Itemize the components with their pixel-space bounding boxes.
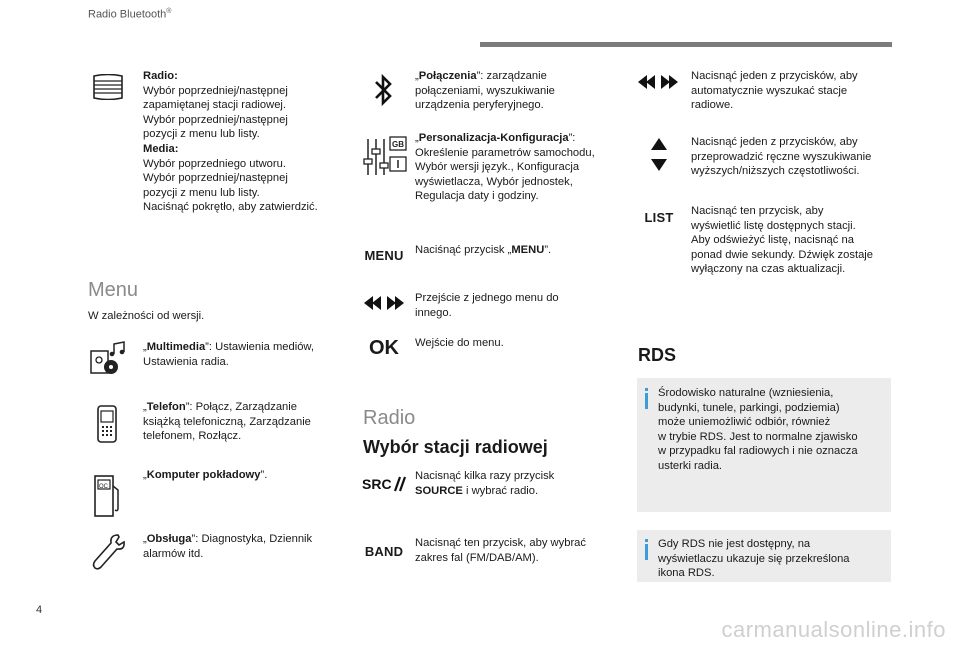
list-button-description: Nacisnąć ten przycisk, aby wyświetlić listę dostępnych stacji. Aby odświeżyć listę, nacisnąć na ponad dwie sekundy. Dźwięk zostaje wyłączony na czas aktualizacji. [691, 205, 873, 276]
radio-section-title: Radio [363, 407, 416, 429]
rotary-knob-icon [91, 74, 125, 100]
page-number: 4 [36, 604, 43, 616]
info-icon-bar [645, 544, 648, 560]
menu-item-obsluga: „Obsługa”: Diagnostyka, Dziennik alarmów itd. [143, 533, 313, 560]
ok-button-description: Wejście do menu. [415, 337, 504, 349]
info-icon-dot [645, 388, 648, 391]
menu-item-komputer: „Komputer pokładowy”. [143, 469, 268, 481]
svg-text:SRC: SRC [362, 476, 392, 492]
watermark: carmanualsonline.info [721, 617, 946, 642]
menu-item-telefon: „Telefon”: Połącz, Zarządzanie książką telefoniczną, Zarządzanie telefonem, Rozłącz. [143, 401, 311, 443]
arrows-left-right-icon [362, 294, 406, 312]
page-header-title: Radio Bluetooth® [88, 8, 172, 21]
info-rds-unavailable-text: Gdy RDS nie jest dostępny, na wyświetlaczu ukazuje się przekreślona ikona RDS. [658, 538, 850, 580]
radio-media-description: Radio: Wybór poprzedniej/następnej zapamiętanej stacji radiowej. Wybór poprzedniej/następnej pozycji z menu lub listy. Media: Wybór poprzedniego utworu. Wybór poprzedniej/następnej pozycji z menu lub listy. Naciśnąć pokrętło, aby zatwierdzić. [143, 70, 318, 214]
arrows-description: Przejście z jednego menu do innego. [415, 292, 559, 319]
svg-text:GB: GB [392, 140, 404, 149]
src-button-description: Nacisnąć kilka razy przycisk SOURCE i wybrać radio. [415, 470, 555, 497]
menu-button-icon: MENU [364, 247, 404, 263]
menu-intro: W zależności od wersji. [88, 310, 205, 322]
list-button-icon: LIST [644, 209, 674, 225]
ok-button-icon: OK [369, 336, 399, 359]
multimedia-icon [88, 340, 128, 376]
wrench-icon [90, 532, 126, 572]
info-box-rds-reception [637, 378, 891, 512]
rds-section-title: RDS [638, 345, 677, 365]
src-phone-icon [362, 473, 408, 493]
menu-button-description: Naciśnąć przycisk „MENU”. [415, 244, 552, 256]
phone-icon [96, 404, 118, 444]
settings-icon [362, 135, 408, 179]
info-icon-dot [645, 539, 648, 542]
info-box-rds-unavailable [637, 530, 891, 582]
menu-item-multimedia: „Multimedia”: Ustawienia mediów, Ustawienia radia. [143, 341, 314, 368]
col2-item-personalizacja: „Personalizacja-Konfiguracja”: Określenie parametrów samochodu, Wybór wersji język., Konfiguracja wyświetlacza, Wybór jednostek, Regulacja daty i godziny. [415, 132, 595, 203]
seek-description: Nacisnąć jeden z przycisków, aby automatycznie wyszukać stacje radiowe. [691, 70, 858, 112]
header-bar [480, 42, 892, 47]
arrow-up-icon [650, 137, 668, 151]
arrow-down-icon [650, 158, 668, 172]
svg-text:OC: OC [99, 484, 108, 490]
band-button-description: Nacisnąć ten przycisk, aby wybrać zakres fal (FM/DAB/AM). [415, 537, 586, 564]
menu-section-title: Menu [88, 279, 139, 301]
info-rds-reception-text: Środowisko naturalne (wzniesienia, budynki, tunele, parkingi, podziemia) może uniemożliwić odbiór, również w trybie RDS. Jest to normalne zjawisko w przypadku fal radiowych i nie oznacza usterki radia. [658, 387, 858, 472]
band-button-icon: BAND [364, 543, 404, 559]
seek-arrows-icon [636, 73, 680, 91]
bluetooth-icon [370, 72, 396, 108]
info-icon-bar [645, 393, 648, 409]
station-selection-title: Wybór stacji radiowej [363, 437, 548, 457]
manual-search-description: Nacisnąć jeden z przycisków, aby przeprowadzić ręczne wyszukiwanie wyższych/niższych częstotliwości. [691, 136, 872, 178]
col2-item-polaczenia: „Połączenia”: zarządzanie połączeniami, wyszukiwanie urządzenia peryferyjnego. [415, 70, 555, 112]
trip-computer-icon [92, 474, 122, 518]
